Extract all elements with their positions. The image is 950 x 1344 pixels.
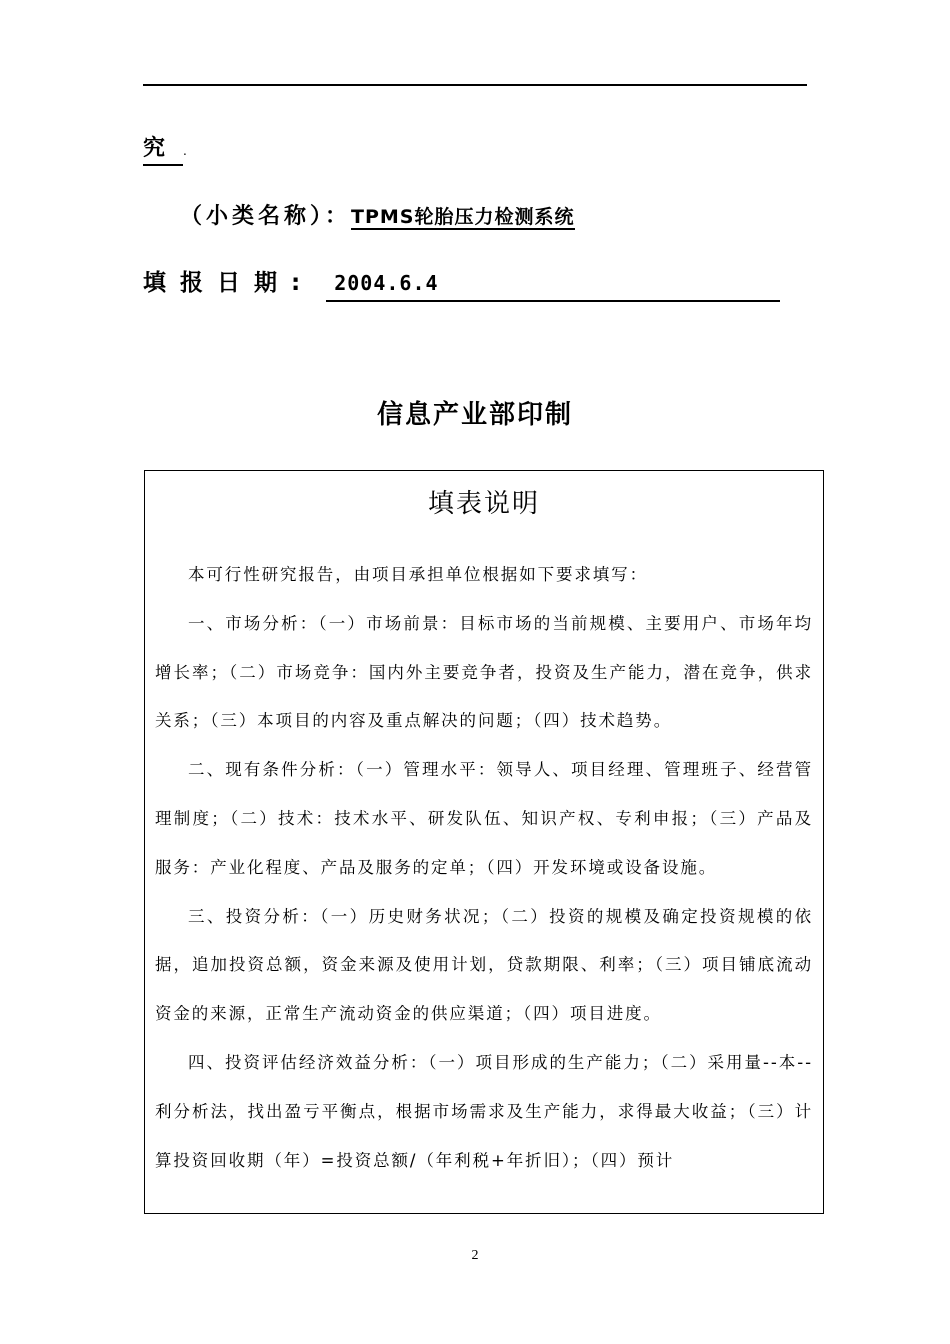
instructions-box-bottom-border <box>144 1213 824 1214</box>
title-continuation-text: 究 <box>143 134 183 166</box>
top-rule <box>143 84 807 86</box>
instructions-body <box>155 551 813 1185</box>
title-continuation <box>143 134 187 166</box>
subclass-value: TPMS轮胎压力检测系统 <box>351 206 575 228</box>
fill-date-label: 填报日期: <box>143 270 315 296</box>
instructions-intro: 本可行性研究报告，由项目承担单位根据如下要求填写： <box>188 565 648 584</box>
instructions-item-market: 一、市场分析：（一）市场前景：目标市场的当前规模、主要用户、市场年均增长率；（二）市场竞争：国内外主要竞争者，投资及生产能力，潜在竞争，供求关系；（三）本项目的内容及重点解决的问题；（四）技术趋势。 <box>155 613 813 731</box>
instructions-item-investment: 三、投资分析：（一）历史财务状况；（二）投资的规模及确定投资规模的依据，追加投资总额，资金来源及使用计划，贷款期限、利率；（三）项目铺底流动资金的来源，正常生产流动资金的供应渠道；（四）项目进度。 <box>155 906 813 1024</box>
instructions-title: 填表说明 <box>427 489 540 519</box>
page-bottom-margin <box>0 1214 950 1344</box>
instructions-item-conditions: 二、现有条件分析：（一）管理水平：领导人、项目经理、管理班子、经营管理制度；（二）技术：技术水平、研发队伍、知识产权、专利申报；（三）产品及服务：产业化程度、产品及服务的定单；（四）开发环境或设备设施。 <box>155 760 813 877</box>
publisher: 信息产业部印制 <box>376 400 573 430</box>
instructions-item-evaluation: 四、投资评估经济效益分析：（一）项目形成的生产能力；（二）采用量--本--利分析法，找出盈亏平衡点，根据市场需求及生产能力，求得最大收益；（三）计算投资回收期（年）=投资总额/（年利税+年折旧）；（四）预计 <box>155 1052 813 1170</box>
title-continuation-dot: . <box>183 144 187 158</box>
page-number: 2 <box>471 1248 479 1263</box>
subclass-label: （小类名称）： <box>180 204 352 229</box>
fill-date-row <box>143 266 780 302</box>
subclass-row <box>180 201 575 233</box>
fill-date-value: 2004.6.4 <box>326 266 780 302</box>
